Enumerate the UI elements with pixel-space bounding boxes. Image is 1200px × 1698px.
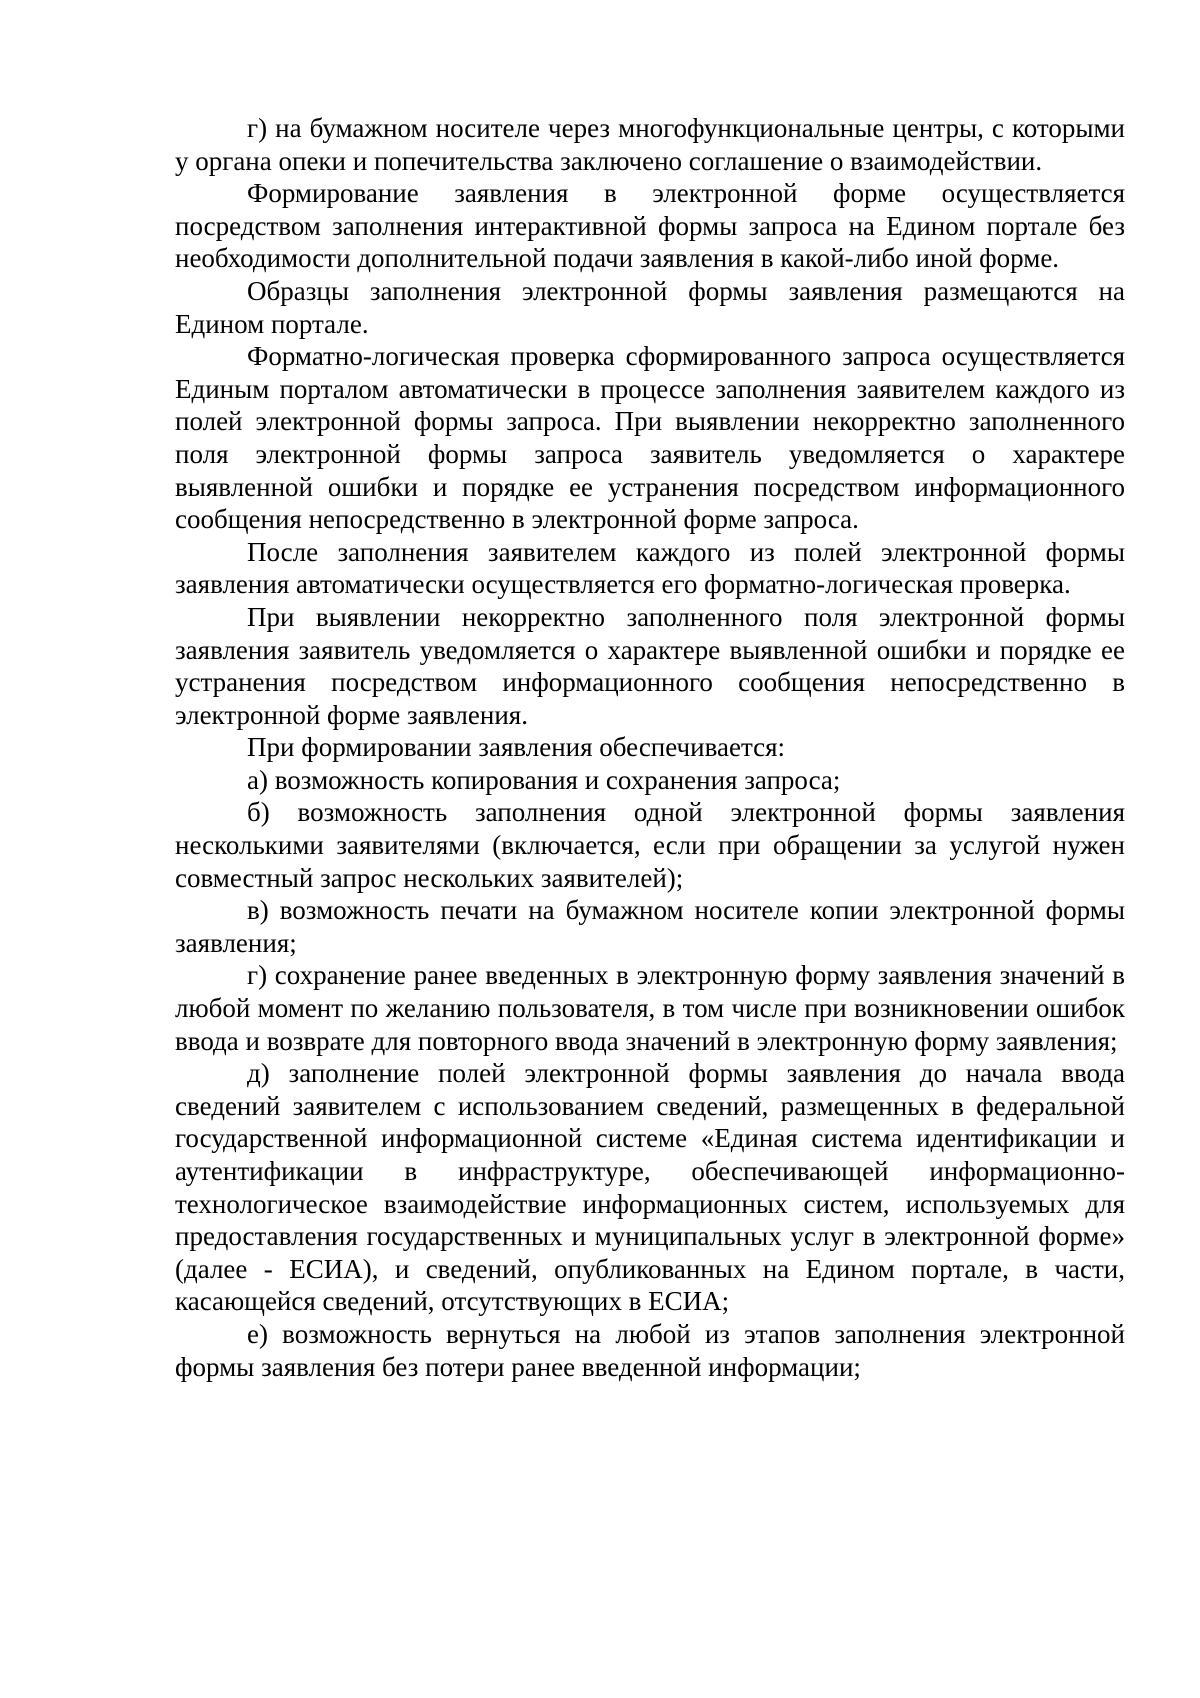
document-page: [175, 112, 1125, 1383]
list-item-d: д) заполнение полей электронной формы заявления до начала ввода сведений заявителем с использованием сведений, размещенных в федеральной государственной информационной системе «Единая система идентификации и аутентификации в инфраструктуре, обеспечивающей информационно-технологическое взаимодействие информационных систем, используемых для предоставления государственных и муниципальных услуг в электронной форме» (далее - ЕСИА), и сведений, опубликованных на Едином портале, в части, касающейся сведений, отсутствующих в ЕСИА;: [175, 1058, 1125, 1317]
list-item-v: в) возможность печати на бумажном носителе копии электронной формы заявления;: [175, 895, 1125, 958]
paragraph-provided-list-intro: При формировании заявления обеспечивается:: [247, 732, 785, 763]
list-item-e: е) возможность вернуться на любой из этапов заполнения электронной формы заявления без потери ранее введенной информации;: [175, 1318, 1125, 1382]
paragraph-incorrect-field: При выявлении некорректно заполненного поля электронной формы заявления заявитель уведомляется о характере выявленной ошибки и порядке ее устранения посредством информационного сообщения непосредственно в электронной форме заявления.: [175, 601, 1125, 730]
list-item-g: г) сохранение ранее введенных в электронную форму заявления значений в любой момент по желанию пользователя, в том числе при возникновении ошибок ввода и возврате для повторного ввода значений в электронную форму заявления;: [175, 960, 1125, 1056]
paragraph-electronic-form: Формирование заявления в электронной форме осуществляется посредством заполнения интерактивной формы запроса на Едином портале без необходимости дополнительной подачи заявления в какой-либо иной форме.: [175, 178, 1125, 274]
list-item-b: б) возможность заполнения одной электронной формы заявления несколькими заявителями (включается, если при обращении за услугой нужен совместный запрос нескольких заявителей);: [175, 797, 1125, 893]
paragraph-item-g-paper: г) на бумажном носителе через многофункциональные центры, с которыми у органа опеки и попечительства заключено соглашение о взаимодействии.: [175, 113, 1125, 176]
paragraph-format-check: Форматно-логическая проверка сформированного запроса осуществляется Единым порталом автоматически в процессе заполнения заявителем каждого из полей электронной формы запроса. При выявлении некорректно заполненного поля электронной формы запроса заявитель уведомляется о характере выявленной ошибки и порядке ее устранения посредством информационного сообщения непосредственно в электронной форме запроса.: [175, 341, 1125, 535]
paragraph-after-filling: После заполнения заявителем каждого из полей электронной формы заявления автоматически осуществляется его форматно-логическая проверка.: [175, 536, 1125, 600]
paragraph-samples: Образцы заполнения электронной формы заявления размещаются на Едином портале.: [175, 275, 1125, 339]
list-item-a: а) возможность копирования и сохранения запроса;: [247, 764, 841, 795]
